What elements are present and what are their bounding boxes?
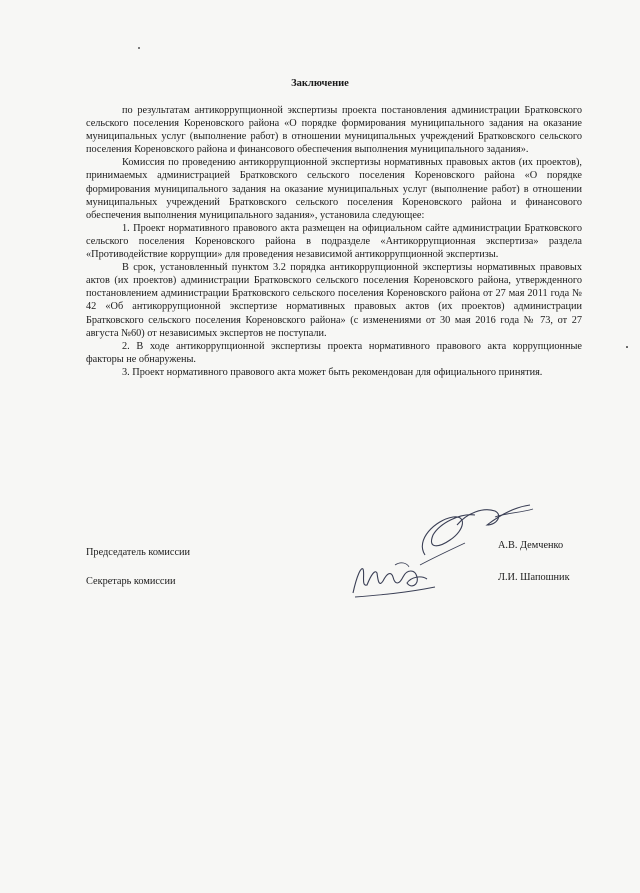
paragraph-commission: Комиссия по проведению антикоррупционной экспертизы нормативных правовых актов (их проектов), принимаемых администрацией Братковского сельского поселения Кореновского района «О порядке формирования муниципального задания на оказание муниципальных услуг (выполнение работ) в отношении муниципальных учреждений Братковского сельского поселения Кореновского района и финансового обеспечения выполнения муниципального задания», установила следующее: [86,157,582,221]
paragraph-point-2: 2. В ходе антикоррупционной экспертизы проекта нормативного правового акта коррупционные факторы не обнаружены. [86,340,582,365]
chairman-label: Председатель комиссии [86,547,191,558]
paragraph-point-3: 3. Проект нормативного правового акта может быть рекомендован для официального принятия. [122,366,543,378]
secretary-signature [345,555,445,605]
scan-speck [138,47,140,49]
secretary-label: Секретарь комиссии [86,576,176,587]
paragraph-point-1: 1. Проект нормативного правового акта размещен на официальном сайте администрации Братковского сельского поселения Кореновского района в подразделе «Антикоррупционная экспертиза» раздела «Противодействие коррупции» для проведения независимой антикоррупционной экспертизы. [86,222,582,261]
paragraph-deadline: В срок, установленный пунктом 3.2 порядка антикоррупционной экспертизы нормативных правовых актов (их проектов) администрации Братковского сельского поселения Кореновского района, утвержденного постановлением администрации Братковского сельского поселения Кореновского района от 27 мая 2011 года № 42 «Об антикоррупционной экспертизе нормативных правовых актов (их проектов) администрации Братковского сельского поселения Кореновского района» (с изменениями от 30 мая 2016 года № 73, от 27 августа №60) от независимых экспертов не поступали. [86,262,582,339]
document-title: Заключение [291,78,349,89]
document-body [86,104,582,379]
scan-speck [626,346,628,348]
chairman-name: А.В. Демченко [498,540,564,551]
secretary-name: Л.И. Шапошник [498,572,570,583]
paragraph-subject: по результатам антикоррупционной экспертизы проекта постановления администрации Братковского сельского поселения Кореновского района «О порядке формирования муниципального задания на оказание муниципальных услуг (выполнение работ) в отношении муниципальных учреждений Братковского сельского поселения Кореновского района и финансового обеспечения выполнения муниципального задания». [86,105,582,156]
